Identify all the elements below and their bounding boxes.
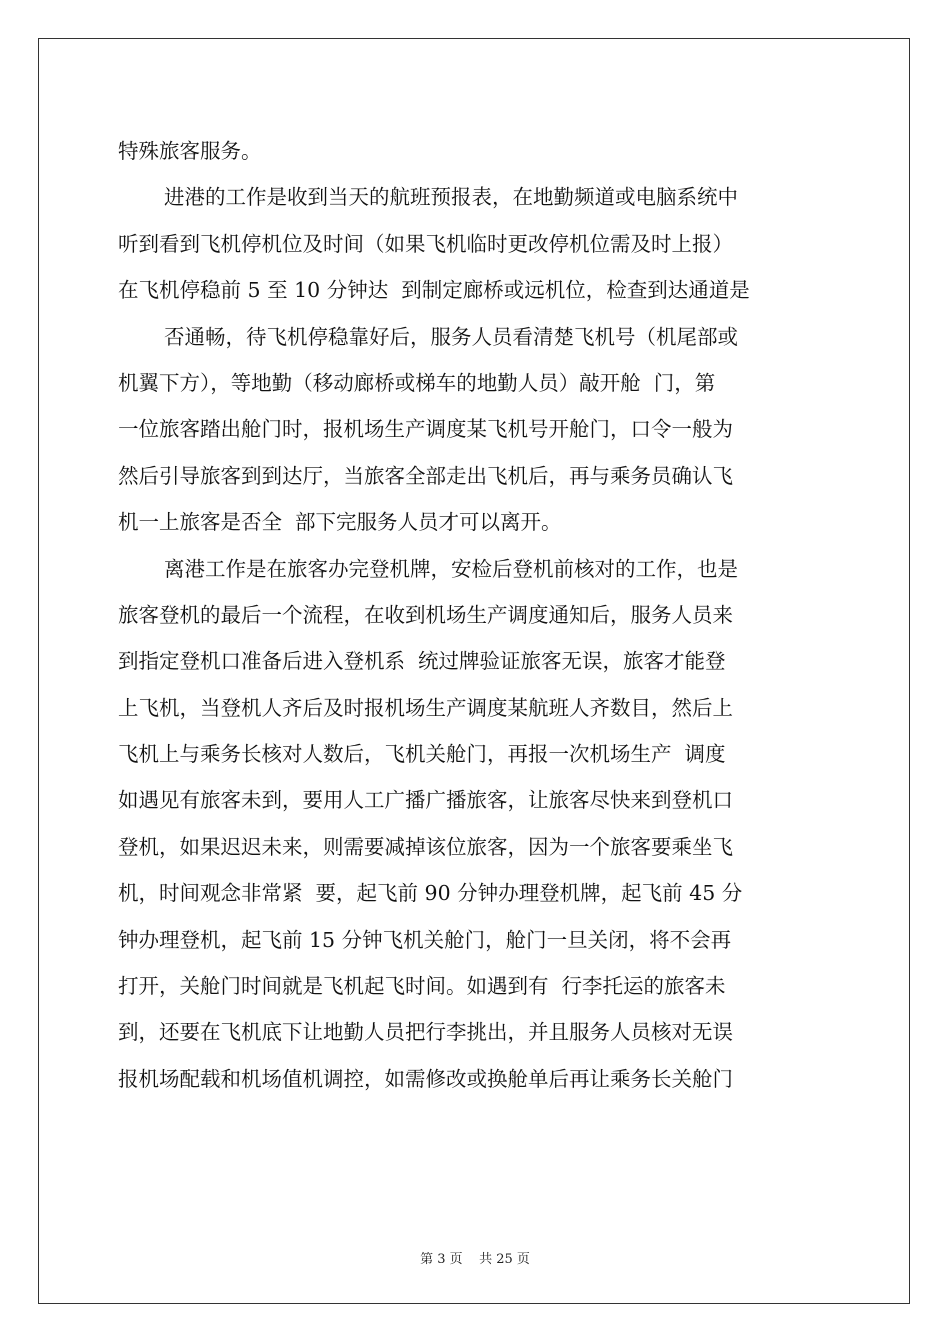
text-line: 机一上旅客是否全 部下完服务人员才可以离开。 (118, 510, 562, 535)
text-line: 否通畅，待飞机停稳靠好后，服务人员看清楚飞机号（机尾部或 (164, 324, 738, 349)
page-footer: 第 3 页 共 25 页 (420, 1252, 530, 1267)
text-line: 报机场配载和机场值机调控，如需修改或换舱单后再让乘务长关舱门 (118, 1066, 733, 1091)
text-line: 上飞机，当登机人齐后及时报机场生产调度某航班人齐数目，然后上 (118, 695, 733, 720)
text-line: 然后引导旅客到到达厅，当旅客全部走出飞机后，再与乘务员确认飞 (118, 463, 733, 488)
text-line: 机，时间观念非常紧 要，起飞前 90 分钟办理登机牌，起飞前 45 分 (118, 881, 743, 906)
text-line: 进港的工作是收到当天的航班预报表，在地勤频道或电脑系统中 (164, 185, 738, 210)
document-body (118, 128, 836, 1102)
text-line: 机翼下方），等地勤（移动廊桥或梯车的地勤人员）敲开舱 门，第 (118, 370, 716, 395)
text-line: 特殊旅客服务。 (118, 139, 262, 163)
text-line: 离港工作是在旅客办完登机牌，安检后登机前核对的工作，也是 (164, 556, 738, 581)
text-line: 钟办理登机，起飞前 15 分钟飞机关舱门，舱门一旦关闭，将不会再 (118, 927, 732, 952)
text-line: 打开，关舱门时间就是飞机起飞时间。如遇到有 行李托运的旅客未 (118, 974, 726, 999)
text-line: 听到看到飞机停机位及时间（如果飞机临时更改停机位需及时上报） (118, 231, 733, 256)
text-line: 旅客登机的最后一个流程，在收到机场生产调度通知后，服务人员来 (118, 602, 733, 627)
text-line: 登机，如果迟迟未来，则需要减掉该位旅客，因为一个旅客要乘坐飞 (118, 834, 733, 859)
text-line: 在飞机停稳前 5 至 10 分钟达 到制定廊桥或远机位，检查到达通道是 (118, 278, 750, 303)
text-line: 到，还要在飞机底下让地勤人员把行李挑出，并且服务人员核对无误 (118, 1020, 733, 1045)
text-line: 如遇见有旅客未到，要用人工广播广播旅客，让旅客尽快来到登机口 (118, 788, 733, 813)
text-line: 飞机上与乘务长核对人数后，飞机关舱门，再报一次机场生产 调度 (118, 742, 726, 767)
text-line: 一位旅客踏出舱门时，报机场生产调度某飞机号开舱门，口令一般为 (118, 417, 733, 442)
text-line: 到指定登机口准备后进入登机系 统过牌验证旅客无误，旅客才能登 (118, 649, 726, 674)
